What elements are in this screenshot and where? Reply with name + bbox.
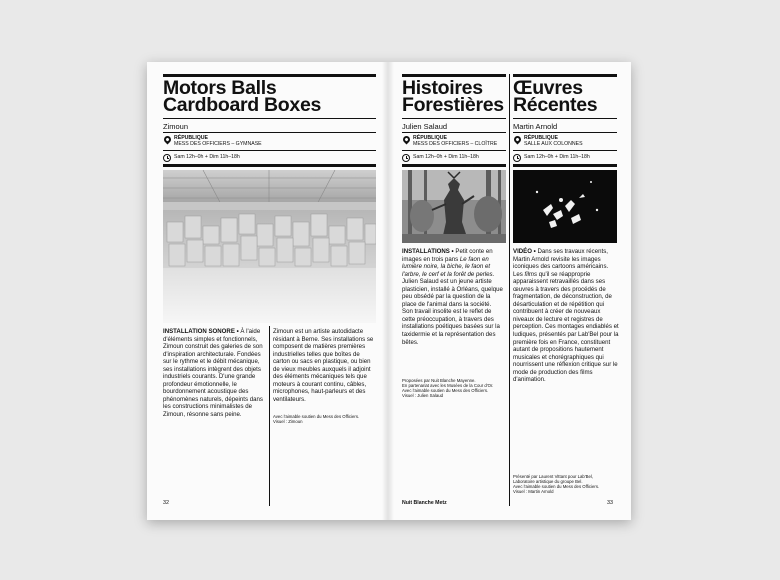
divider-thick	[163, 164, 376, 167]
right-page	[388, 62, 631, 520]
description-column-a	[402, 248, 506, 346]
description-text: qu'il se réapproprie apparaissent retravaillés dans ses œuvres à travers des procédés de fragmentation, de déconstruction, de désarticulation et de répétition qui contribuent à créer de nouveaux niveaux de lecture et registres de perception. Ces montages endiablés et ludiques, présentés par Lab'Bel pour la première fois en France, constituent autant de propositions hautement musicales et chorégraphiques qui nourrissent une réflexion critique sur le mode de production des films d'animation.	[513, 270, 619, 384]
credit-line: Visuel : Martin Arnold	[513, 489, 554, 495]
location-pin-icon	[163, 135, 173, 145]
column-divider	[509, 74, 510, 506]
artwork-photo	[163, 170, 376, 323]
artist-name: Julien Salaud	[402, 122, 448, 131]
description-column-1	[163, 328, 265, 419]
credits	[513, 474, 617, 494]
artwork-photo	[402, 170, 506, 243]
work-titles: Le faon en lumière noire, la biche, le faon et l'arbre, le cerf et la forêt de perles.	[402, 255, 495, 278]
cartoon-hands-video-still	[513, 170, 617, 243]
credit-line: Avec l'aimable soutien du Mess des Officiers.	[273, 414, 360, 419]
location-pin-icon	[513, 135, 523, 145]
credits	[273, 414, 378, 424]
page-title: Motors Balls Cardboard Boxes	[163, 77, 322, 116]
description-column-2	[273, 328, 378, 403]
credit-line: Proposées par Nuit Blanche Mayenne.	[402, 378, 476, 383]
running-head: Nuit Blanche Metz	[402, 500, 447, 506]
clock-icon	[163, 154, 171, 162]
divider-thick	[402, 164, 506, 167]
films-word: films	[524, 270, 538, 278]
opening-hours: Sam 12h–0h + Dim 11h–18h	[524, 154, 590, 160]
divider	[163, 132, 376, 133]
room-name: SALLE AUX COLONNES	[524, 141, 583, 148]
room-name: MESS DES OFFICIERS – GYMNASE	[174, 141, 262, 148]
venue-name: RÉPUBLIQUE	[413, 135, 448, 141]
divider-thick	[513, 164, 617, 167]
divider	[513, 150, 617, 151]
description-text: Son travail insolite est le reflet de cette préoccupation, à travers des installations poétiques basées sur la taxidermie et la représentation des bêtes.	[402, 308, 500, 346]
divider	[402, 118, 506, 119]
artwork-photo	[513, 170, 617, 243]
category-label: INSTALLATIONS •	[402, 248, 456, 255]
divider	[402, 132, 506, 133]
venue-name: RÉPUBLIQUE	[174, 135, 209, 141]
open-booklet	[147, 62, 631, 520]
opening-hours: Sam 12h–0h + Dim 11h–18h	[413, 154, 479, 160]
credit-line: Avec l'aimable soutien du Mess des Officiers.	[513, 484, 600, 490]
description-text: À l'aide d'éléments simples et fonctionnels, Zimoun construit des galeries de son d'inspiration architecturale. Fondées sur le rythme et le débit mécanique, ses installations intègrent des objets industriels courants. D'une grande profondeur émotionnelle, le bourdonnement acoustique des phénomènes naturels, dépeints dans les constructions minimalistes de Zimoun, résonne sans peine.	[163, 328, 263, 419]
divider	[513, 132, 617, 133]
divider	[163, 150, 376, 151]
description-text: Petit conte en images en trois pans	[402, 248, 493, 263]
artist-bio: Zimoun est un artiste autodidacte résidant à Berne. Ses installations se composent de matières premières industrielles telles que boîtes de carton ou sacs en plastique, ou bien de vieux meubles auxquels il adjoint des éléments mécaniques tels que moteurs à courant continu, câbles, microphones, haut-parleurs et des ventilateurs.	[273, 328, 374, 403]
clock-icon	[402, 154, 410, 162]
section-title: Œuvres Récentes	[513, 77, 598, 116]
clock-icon	[513, 154, 521, 162]
location	[524, 135, 583, 147]
venue-name: RÉPUBLIQUE	[524, 135, 559, 141]
location	[174, 135, 262, 147]
opening-hours: Sam 12h–0h + Dim 11h–18h	[174, 154, 240, 160]
page-number: 33	[607, 500, 613, 506]
description-text: Julien Salaud est un jeune artiste plasticien, installé à Orléans, quelque peu obsédé par la question de la place de l'animal dans la société.	[402, 278, 503, 308]
cardboard-boxes-installation-image	[163, 170, 376, 323]
credit-line: Visuel : Zimoun	[273, 419, 303, 425]
divider	[513, 118, 617, 119]
category-label: INSTALLATION SONORE •	[163, 328, 241, 335]
description-column-b	[513, 248, 619, 384]
credit-line: Laboratoire artistique du groupe Bel.	[513, 479, 583, 485]
forest-animal-sculpture-image	[402, 170, 506, 243]
artist-name: Martin Arnold	[513, 122, 558, 131]
divider	[402, 150, 506, 151]
column-divider	[269, 326, 270, 506]
location-pin-icon	[402, 135, 412, 145]
category-label: VIDÉO •	[513, 248, 538, 255]
description-text: Dans ses travaux récents, Martin Arnold revisite les images iconiques des cartoons américains. Les	[513, 248, 609, 278]
credit-line: En partenariat avec les Musées de la Cour d'Or.	[402, 383, 494, 389]
divider	[163, 118, 376, 119]
artist-name: Zimoun	[163, 122, 189, 131]
credit-line: Présenté par Laurent Vittant pour Lab'Bel,	[513, 474, 594, 479]
credit-line: Visuel : Julien Salaud	[402, 393, 444, 399]
credit-line: Avec l'aimable soutien du Mess des Officiers.	[402, 388, 489, 394]
section-title: Histoires Forestières	[402, 77, 504, 116]
page-number: 32	[163, 500, 169, 506]
room-name: MESS DES OFFICIERS – CLOÎTRE	[413, 141, 498, 148]
left-page	[147, 62, 388, 520]
credits	[402, 378, 506, 398]
location	[413, 135, 497, 147]
